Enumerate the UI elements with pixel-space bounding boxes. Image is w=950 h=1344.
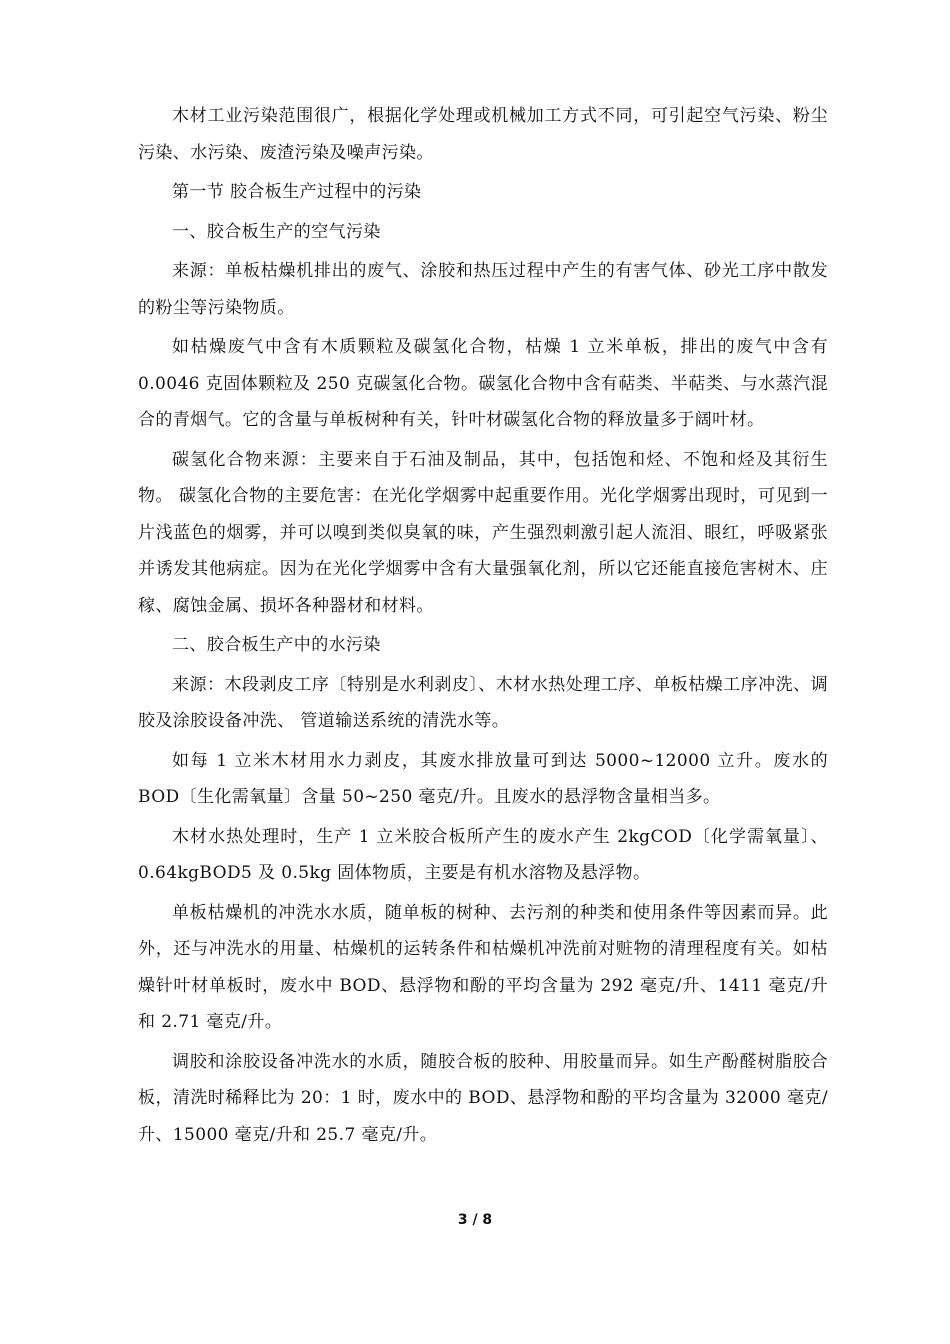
page-number: 3 / 8 (457, 1212, 493, 1228)
subsection-heading-water: 二、胶合板生产中的水污染 (172, 635, 381, 655)
paragraph-debarking: 如每 1 立米木材用水力剥皮，其废水排放量可到达 5000~12000 立升。废水的 BOD〔生化需氧量〕含量 50~250 毫克/升。且废水的悬浮物含量相当多。 (138, 750, 828, 807)
paragraph-hydrocarbon: 碳氢化合物来源：主要来自于石油及制品，其中，包括饱和烃、不饱和烃及其衍生物。 碳氢化合物的主要危害：在光化学烟雾中起重要作用。光化学烟雾出现时，可见到一片浅蓝色的烟雾，并可以嗅到类似臭氧的味，产生强烈刺激引起人流泪、眼红，呼吸紧张并诱发其他病症。因为在光化学烟雾中含有大量强氧化剂，所以它还能直接危害树木、庄稼、腐蚀金属、损坏各种器材和材料。 (138, 449, 828, 616)
paragraph-dryer-exhaust: 如枯燥废气中含有木质颗粒及碳氢化合物，枯燥 1 立米单板，排出的废气中含有 0.0046 克固体颗粒及 250 克碳氢化合物。碳氢化合物中含有萜类、半萜类、与水蒸汽混合的青烟气。它的含量与单板树种有关，针叶材碳氢化合物的释放量多于阔叶材。 (138, 337, 828, 430)
paragraph-glue-wash: 调胶和涂胶设备冲洗水的水质，随胶合板的胶种、用胶量而异。如生产酚醛树脂胶合板，清洗时稀释比为 20：1 时，废水中的 BOD、悬浮物和酚的平均含量为 32000 毫克/升、15000 毫克/升和 25.7 毫克/升。 (138, 1051, 828, 1145)
subsection-heading-air: 一、胶合板生产的空气污染 (172, 221, 381, 242)
paragraph-hydrothermal: 木材水热处理时，生产 1 立米胶合板所产生的废水产生 2kgCOD〔化学需氧量〕、0.64kgBOD5 及 0.5kg 固体物质，主要是有机水溶物及悬浮物。 (138, 826, 828, 883)
section-heading: 第一节 胶合板生产过程中的污染 (172, 182, 422, 202)
paragraph-dryer-wash: 单板枯燥机的冲洗水水质，随单板的树种、去污剂的种类和使用条件等因素而异。此外，还与冲洗水的用量、枯燥机的运转条件和枯燥机冲洗前对赃物的清理程度有关。如枯燥针叶材单板时，废水中 BOD、悬浮物和酚的平均含量为 292 毫克/升、1411 毫克/升和 2.71 毫克/升。 (138, 902, 828, 1032)
paragraph-intro: 木材工业污染范围很广，根据化学处理或机械加工方式不同，可引起空气污染、粉尘污染、水污染、废渣污染及噪声污染。 (138, 106, 828, 163)
paragraph-air-source: 来源：单板枯燥机排出的废气、涂胶和热压过程中产生的有害气体、砂光工序中散发的粉尘等污染物质。 (138, 261, 828, 318)
paragraph-water-source: 来源：木段剥皮工序〔特别是水利剥皮〕、木材水热处理工序、单板枯燥工序冲洗、调胶及涂胶设备冲洗、 管道输送系统的清洗水等。 (138, 674, 828, 731)
document-body (138, 98, 828, 1153)
